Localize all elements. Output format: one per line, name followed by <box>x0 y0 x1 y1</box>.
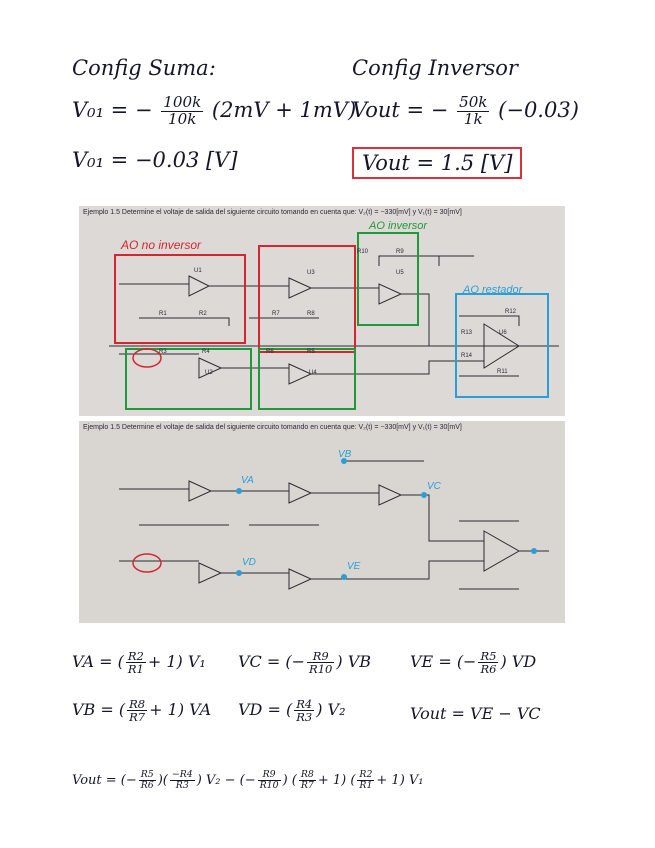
eq-vd-lhs: VD = ( <box>238 700 293 720</box>
comp-r7: R7 <box>272 311 280 317</box>
eq-ve-lhs: VE = (− <box>410 652 477 672</box>
final-frac-2 <box>170 770 195 791</box>
eq-vb-frac <box>127 698 147 723</box>
comp-r10: R10 <box>357 249 369 255</box>
comp-r9: R9 <box>396 249 404 255</box>
eq-va-lhs: VA = ( <box>72 652 124 672</box>
label-ao-inversor: AO inversor <box>369 220 428 232</box>
eq-vb-num: R8 <box>129 697 146 711</box>
node-label-vd: VD <box>242 557 256 568</box>
comp-r14: R14 <box>461 353 473 359</box>
circuit-photo-annotated <box>79 206 565 416</box>
eq-vc-lhs: VC = (− <box>238 652 306 672</box>
circuit-photo-nodes <box>79 421 565 623</box>
node-label-ve: VE <box>347 561 361 572</box>
eq-ve <box>410 650 536 675</box>
comp-r11: R11 <box>497 369 508 375</box>
comp-u4: U4 <box>309 370 317 376</box>
config-inversor-title: Config Inversor <box>352 56 518 80</box>
eq-vd-frac <box>294 698 314 723</box>
final-mid2: ) V₂ − (− <box>196 772 256 788</box>
eq-va-rhs: + 1) V₁ <box>147 652 206 672</box>
comp-u6: U6 <box>499 330 507 336</box>
final-frac-1 <box>139 770 156 791</box>
comp-r3: R3 <box>159 349 167 355</box>
node-label-vb: VB <box>338 449 352 460</box>
label-ao-restador: AO restador <box>463 284 523 296</box>
eq-vc <box>238 650 371 675</box>
comp-u5: U5 <box>396 270 404 276</box>
final-frac-5 <box>357 770 374 791</box>
eq-vb-rhs: + 1) VA <box>149 700 212 720</box>
eq-va-den: R1 <box>127 662 144 677</box>
comp-r8: R8 <box>307 311 315 317</box>
inv-eq-tail: (−0.03) <box>498 97 579 122</box>
comp-u3: U3 <box>307 270 315 276</box>
final-frac-3 <box>258 770 281 791</box>
eq-va-num: R2 <box>127 649 144 663</box>
eq-ve-frac <box>478 650 498 675</box>
inv-eq-lhs: Vout = − <box>352 97 449 122</box>
eq1-num: 100k <box>163 93 202 111</box>
comp-u2: U2 <box>205 370 213 376</box>
final-frac-4 <box>299 770 316 791</box>
eq-vd-rhs: ) V₂ <box>316 700 346 720</box>
photo2-caption: Ejemplo 1.5 Determine el voltaje de salida del siguiente circuito tomando en cuenta que: V₂(t) = −330[mV] y V₁(t) = 30[mV] <box>83 424 462 431</box>
eq-ve-den: R6 <box>480 662 497 677</box>
config-suma-title: Config Suma: <box>72 56 216 80</box>
inv-eq-den: 1k <box>463 109 483 128</box>
final-f1-den: R6 <box>140 779 154 791</box>
final-mid3: ) ( <box>282 772 297 788</box>
eq1-den: 10k <box>168 109 197 128</box>
final-f4-num: R8 <box>300 769 314 780</box>
final-mid1: )( <box>157 772 168 788</box>
final-f2-num: −R4 <box>171 769 193 780</box>
eq-ve-rhs: ) VD <box>500 652 537 672</box>
final-f3-den: R10 <box>259 779 279 791</box>
eq-va <box>72 650 206 675</box>
eq1-lhs: V₀₁ = − <box>72 97 153 122</box>
final-f4-den: R7 <box>300 779 314 791</box>
final-tail: + 1) V₁ <box>376 772 424 788</box>
eq1-tail: (2mV + 1mV) <box>211 97 357 122</box>
final-f3-num: R9 <box>258 770 281 781</box>
final-mid4: + 1) ( <box>317 772 356 788</box>
eq-vd-num: R4 <box>296 697 313 711</box>
config-suma-result: V₀₁ = −0.03 [V] <box>72 148 238 172</box>
eq-ve-num: R5 <box>480 649 497 663</box>
circuit-drawing-2 <box>79 421 565 623</box>
photo1-caption: Ejemplo 1.5 Determine el voltaje de salida del siguiente circuito tomando en cuenta que: V₂(t) = −330[mV] y V₁(t) = 30[mV] <box>83 209 462 216</box>
eq-vout-final <box>72 770 424 791</box>
node-label-va: VA <box>241 475 254 486</box>
config-suma-eq1 <box>72 95 356 128</box>
eq1-fraction <box>161 95 203 128</box>
comp-r13: R13 <box>461 330 473 336</box>
final-f1-num: R5 <box>140 769 154 780</box>
final-f5-num: R2 <box>359 769 373 780</box>
eq-vb-lhs: VB = ( <box>72 700 126 720</box>
comp-r4: R4 <box>202 349 210 355</box>
eq-vd-den: R3 <box>296 710 313 725</box>
comp-r12: R12 <box>505 309 517 315</box>
eq-va-frac <box>126 650 146 675</box>
final-f5-den: R1 <box>359 779 373 791</box>
final-f2-den: R3 <box>175 779 189 791</box>
eq-vd <box>238 698 346 723</box>
eq-vc-rhs: ) VB <box>336 652 371 672</box>
node-label-vc: VC <box>427 481 441 492</box>
inv-eq-num: 50k <box>459 93 488 111</box>
inv-eq-fraction <box>457 95 489 128</box>
eq-vout-difference: Vout = VE − VC <box>410 704 541 723</box>
comp-r1: R1 <box>159 311 167 317</box>
eq-vc-frac <box>307 650 334 675</box>
label-ao-no-inversor: AO no inversor <box>121 238 202 252</box>
eq-vc-den: R10 <box>309 662 333 677</box>
eq-vc-num: R9 <box>307 650 334 663</box>
comp-u1: U1 <box>194 268 202 274</box>
eq-vb <box>72 698 211 723</box>
comp-r2: R2 <box>199 311 207 317</box>
config-inversor-eq1 <box>352 95 579 128</box>
comp-r6: R6 <box>266 349 274 355</box>
eq-vb-den: R7 <box>129 710 146 725</box>
vout-result-box: Vout = 1.5 [V] <box>352 147 522 179</box>
comp-r5: R5 <box>307 349 315 355</box>
final-lhs: Vout = (− <box>72 772 137 788</box>
